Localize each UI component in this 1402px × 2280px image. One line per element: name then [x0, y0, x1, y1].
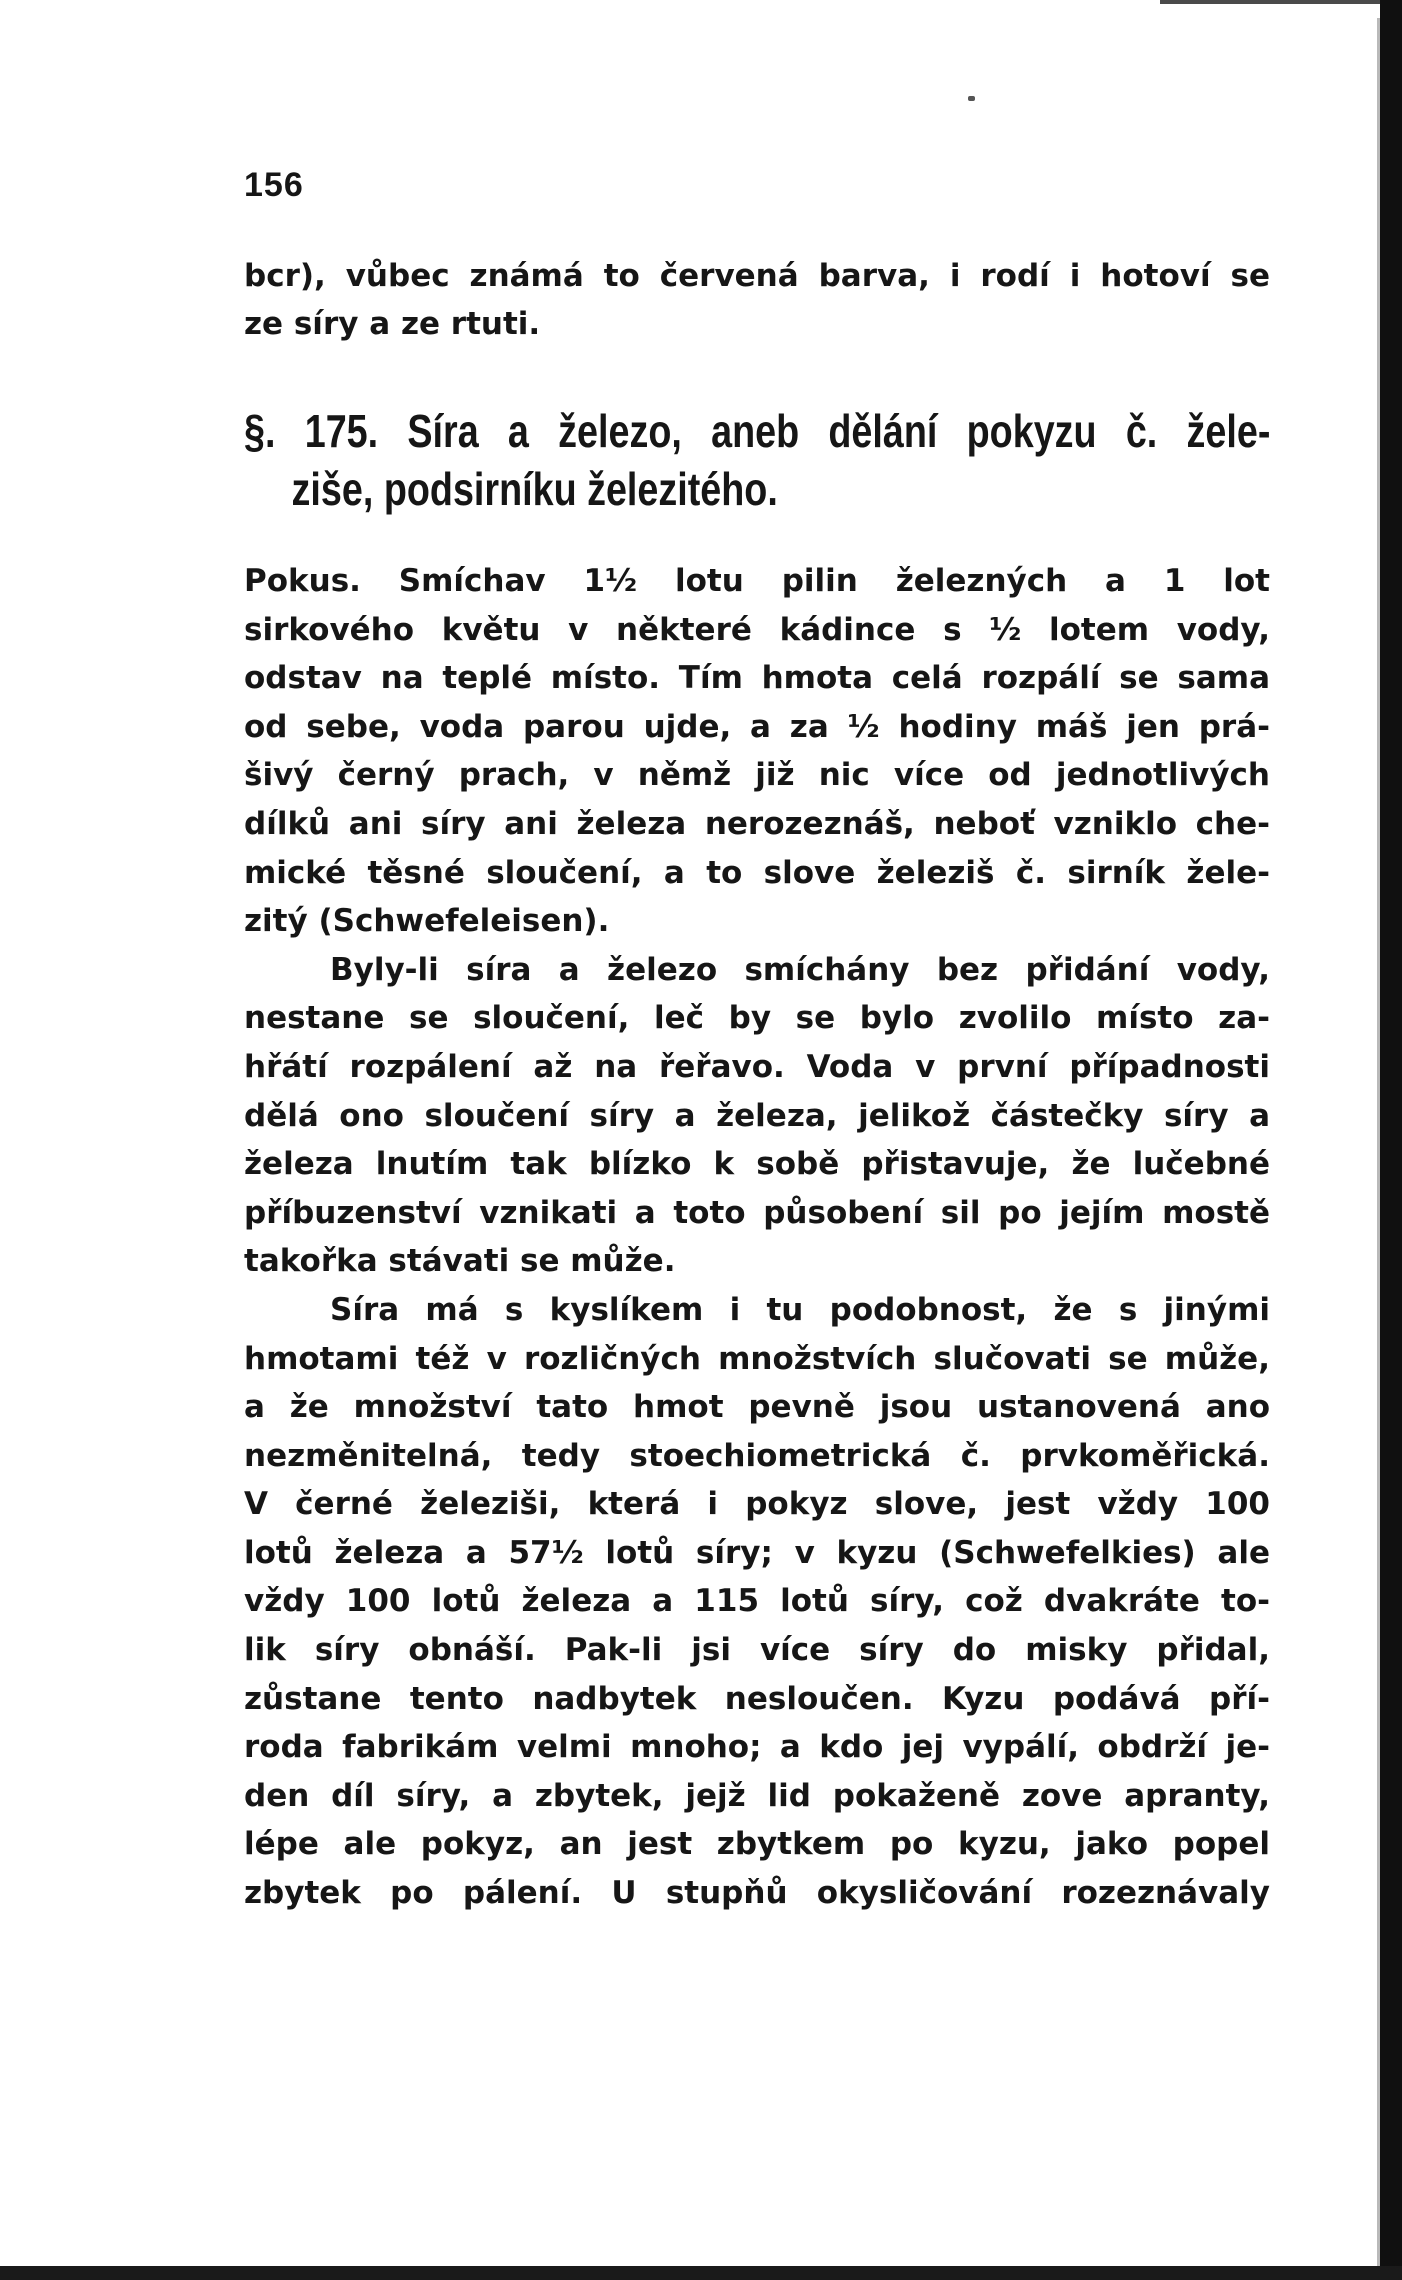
body-text: [244, 557, 1270, 1918]
text-line: příbuzenství vznikati a toto působení sil po jejím mostě: [244, 1194, 1270, 1231]
ink-speck: [968, 96, 975, 101]
text-line: hřátí rozpálení až na řeřavo. Voda v první případnosti: [244, 1048, 1270, 1085]
scan-edge-top: [1160, 0, 1380, 4]
scan-edge-right: [1380, 0, 1402, 2280]
text-line: lépe ale pokyz, an jest zbytkem po kyzu, jako popel: [244, 1826, 1270, 1863]
text-line: a že množství tato hmot pevně jsou ustanovená ano: [244, 1389, 1270, 1426]
text-line: vždy 100 lotů železa a 115 lotů síry, což dvakráte to-: [244, 1583, 1270, 1620]
text-line: zitý (Schwefeleisen).: [244, 903, 610, 940]
text-line: sirkového květu v některé kádince s ½ lotem vody,: [244, 611, 1270, 648]
text-line: hmotami též v rozličných množstvích slučovati se může,: [244, 1340, 1270, 1377]
text-line: Pokus. Smíchav 1½ lotu pilin železných a 1 lot: [244, 563, 1270, 599]
text-line: nezměnitelná, tedy stoechiometrická č. prvkoměřická.: [244, 1437, 1270, 1474]
text-line: nestane se sloučení, leč by se bylo zvolilo místo za-: [244, 1000, 1270, 1037]
heading-line: §. 175. Síra a železo, aneb dělání pokyzu č. žele-: [244, 405, 1271, 457]
text-line: od sebe, voda parou ujde, a za ½ hodiny máš jen prá-: [244, 708, 1270, 745]
text-line: roda fabrikám velmi mnoho; a kdo jej vypálí, obdrží je-: [244, 1729, 1270, 1766]
text-line: mické těsné sloučení, a to slove železiš č. sirník žele-: [244, 854, 1270, 891]
text-line: V černé železiši, která i pokyz slove, jest vždy 100: [244, 1486, 1270, 1523]
text-line: lik síry obnáší. Pak-li jsi více síry do misky přidal,: [244, 1632, 1270, 1669]
scan-edge-bottom: [0, 2266, 1402, 2280]
section-heading: [244, 402, 1270, 518]
text-line: odstav na teplé místo. Tím hmota celá rozpálí se sama: [244, 660, 1270, 697]
page-number: 156: [244, 166, 304, 204]
text-line: Síra má s kyslíkem i tu podobnost, že s jinými: [330, 1291, 1270, 1328]
text-line: šivý černý prach, v němž již nic více od jednotlivých: [244, 757, 1270, 794]
text-line: ze síry a ze rtuti.: [244, 306, 541, 342]
heading-line: ziše, podsirníku železitého.: [291, 463, 778, 515]
text-line: takořka stávati se může.: [244, 1243, 676, 1280]
text-line: zbytek po pálení. U stupňů okysličování rozeznávaly: [244, 1875, 1270, 1912]
text-line: zůstane tento nadbytek nesloučen. Kyzu podává pří-: [244, 1680, 1270, 1717]
text-line: bcr), vůbec známá to červená barva, i rodí i hotoví se: [244, 258, 1270, 294]
text-line: dílků ani síry ani železa nerozeznáš, neboť vzniklo che-: [244, 805, 1270, 842]
text-line: den díl síry, a zbytek, jejž lid pokaženě zove apranty,: [244, 1777, 1270, 1814]
text-line: Byly-li síra a železo smíchány bez přidání vody,: [330, 951, 1270, 988]
text-line: lotů železa a 57½ lotů síry; v kyzu (Schwefelkies) ale: [244, 1534, 1270, 1571]
text-line: železa lnutím tak blízko k sobě přistavuje, že lučebné: [244, 1146, 1270, 1183]
intro-paragraph: [244, 252, 1270, 348]
text-line: dělá ono sloučení síry a železa, jelikož částečky síry a: [244, 1097, 1270, 1134]
